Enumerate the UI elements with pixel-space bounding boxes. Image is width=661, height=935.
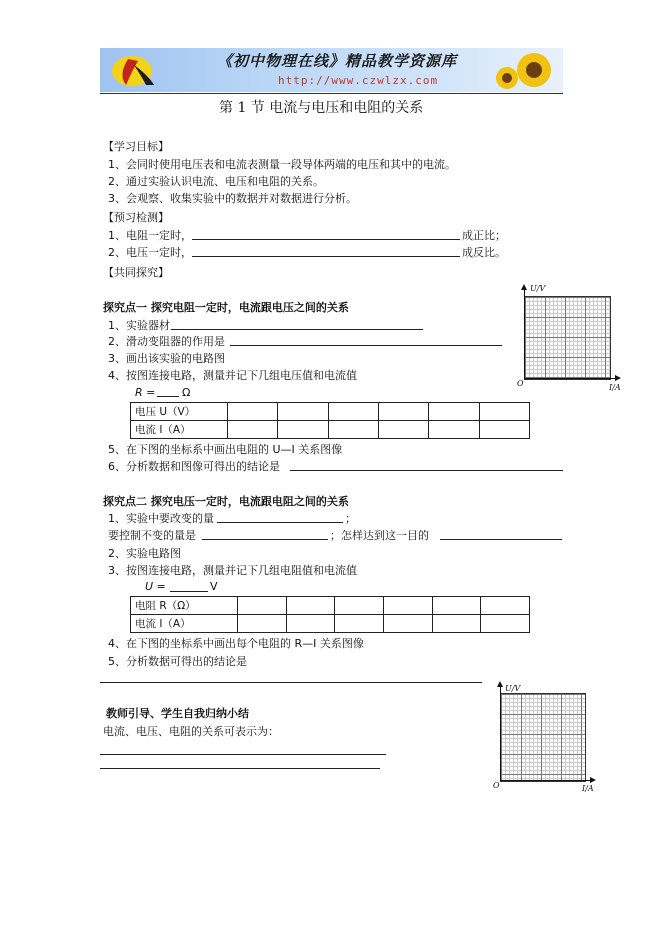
table-cell[interactable] [481,615,530,633]
table-cell[interactable] [432,597,481,615]
y-arrow-icon [497,681,503,687]
x-axis-label: I/A [582,784,594,793]
x-arrow-icon [590,777,596,783]
row-header-current: 电流 I（A） [131,615,238,633]
preview-q2-blank[interactable] [192,256,460,257]
table-cell[interactable] [335,615,384,633]
goal-item: 2、通过实验认识电流、电压和电阻的关系。 [108,175,324,188]
table-cell[interactable] [286,615,335,633]
part1-item-6: 6、分析数据和图像可得出的结论是 [108,460,280,473]
x-axis [524,378,616,379]
table-cell[interactable] [429,403,479,421]
u-label: U = [145,580,166,593]
preview-q2-prefix: 2、电压一定时， [108,246,192,259]
explore-heading: 【共同探究】 [103,266,169,279]
u-blank[interactable] [170,591,208,592]
y-axis-label: U/V [530,284,546,293]
logo-icon [108,51,164,89]
table-cell[interactable] [378,403,428,421]
preview-heading: 【预习检测】 [103,211,169,224]
u-unit: V [210,580,218,593]
preview-q1-suffix: 成正比； [462,229,506,242]
part2-blank-5[interactable] [100,682,482,683]
table-row [131,597,530,615]
part2-item-1-end: ； [345,512,356,525]
table-cell[interactable] [228,403,278,421]
table-cell[interactable] [238,597,287,615]
table-cell[interactable] [286,597,335,615]
summary-blank-1[interactable] [100,754,386,755]
part2-heading: 探究点二 探究电压一定时，电流跟电阻之间的关系 [103,495,349,508]
table-cell[interactable] [228,421,278,439]
x-arrow-icon [615,375,621,381]
preview-q2-suffix: 成反比。 [462,246,506,259]
r-blank[interactable] [157,396,179,397]
r-label: R = [135,386,156,399]
goals-heading: 【学习目标】 [103,140,169,153]
table-cell[interactable] [328,403,378,421]
part1-blank-1[interactable] [171,329,423,330]
x-axis [500,780,591,781]
table-cell[interactable] [383,597,432,615]
row-header-current: 电流 I（A） [131,421,228,439]
page-title: 第 1 节 电流与电压和电阻的关系 [219,100,424,116]
table-row [131,615,530,633]
grid-paper [524,296,611,380]
part2-item-3: 3、按图连接电路，测量并记下几组电阻值和电流值 [108,564,357,577]
table-cell[interactable] [479,421,529,439]
table-row [131,403,530,421]
grid-paper [500,693,586,782]
y-axis [500,685,501,780]
part1-item-3: 3、画出该实验的电路图 [108,352,225,365]
table-row [131,421,530,439]
table-cell[interactable] [278,403,328,421]
banner-url[interactable]: http://www.czwlzx.com [278,74,439,87]
table-cell[interactable] [278,421,328,439]
part1-blank-6[interactable] [290,470,563,471]
part2-item-5: 5、分析数据可得出的结论是 [108,655,247,668]
voltage-current-table [130,402,530,439]
goal-item: 1、会同时使用电压表和电流表测量一段导体两端的电压和其中的电流。 [108,158,456,171]
table-cell[interactable] [328,421,378,439]
sunflower-icon [489,50,559,92]
part1-item-5: 5、在下图的坐标系中画出电阻的 U—I 关系图像 [108,443,343,456]
summary-heading: 教师引导、学生自我归纳小结 [106,707,249,720]
table-cell[interactable] [335,597,384,615]
part1-heading: 探究点一 探究电阻一定时，电流跟电压之间的关系 [103,301,349,314]
row-header-resistance: 电阻 R（Ω） [131,597,238,615]
part2-control-mid: ；怎样达到这一目的 [330,529,429,542]
origin-label: O [517,379,524,388]
banner-divider [100,93,563,94]
part1-blank-2[interactable] [230,345,502,346]
table-cell[interactable] [238,615,287,633]
part1-item-1: 1、实验器材 [108,319,170,332]
resistance-current-table [130,596,530,633]
y-axis [524,288,525,378]
origin-label: O [493,781,500,790]
part2-control-prefix: 要控制不变的量是 [108,529,196,542]
table-cell[interactable] [429,421,479,439]
y-axis-label: U/V [505,684,521,693]
part2-blank-control[interactable] [202,539,328,540]
part1-item-2: 2、滑动变阻器的作用是 [108,335,225,348]
table-cell[interactable] [383,615,432,633]
preview-q1-prefix: 1、电阻一定时， [108,229,192,242]
summary-text: 电流、电压、电阻的关系可表示为： [103,725,279,738]
table-cell[interactable] [479,403,529,421]
summary-blank-2[interactable] [100,768,380,769]
table-cell[interactable] [378,421,428,439]
part1-item-4: 4、按图连接电路，测量并记下几组电压值和电流值 [108,369,357,382]
header-banner [100,48,563,92]
y-arrow-icon [521,284,527,290]
part2-blank-1[interactable] [217,522,343,523]
part2-item-4: 4、在下图的坐标系中画出每个电阻的 R—I 关系图像 [108,637,364,650]
part2-item-2: 2、实验电路图 [108,547,181,560]
row-header-voltage: 电压 U（V） [131,403,228,421]
goal-item: 3、会观察、收集实验中的数据并对数据进行分析。 [108,192,357,205]
r-unit: Ω [182,386,191,399]
x-axis-label: I/A [609,383,621,392]
part2-item-1: 1、实验中要改变的量 [108,512,214,525]
table-cell[interactable] [481,597,530,615]
preview-q1-blank[interactable] [192,239,460,240]
banner-title: 《初中物理在线》精品教学资源库 [217,52,458,70]
table-cell[interactable] [432,615,481,633]
part2-blank-method[interactable] [440,539,562,540]
